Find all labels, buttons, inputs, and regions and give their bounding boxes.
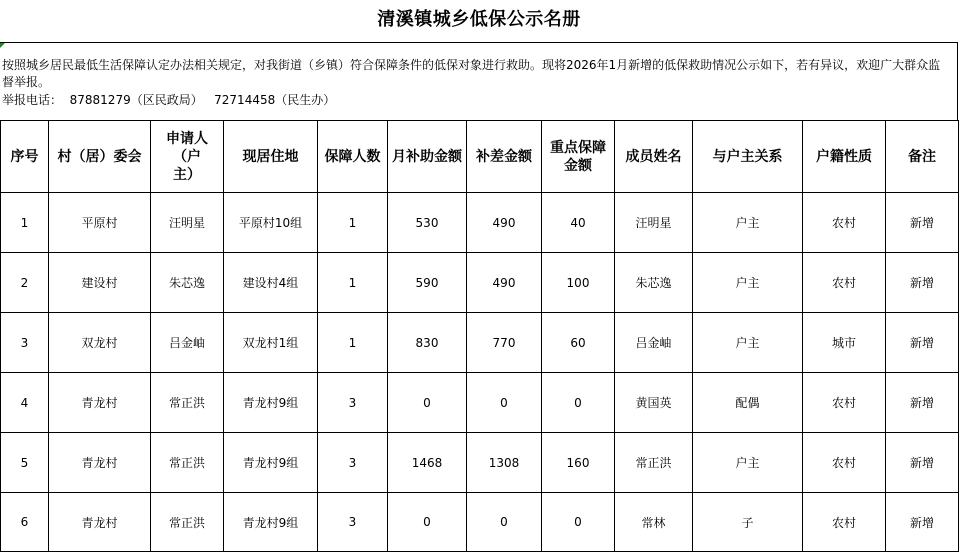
- cell-persons: 1: [318, 193, 388, 253]
- cell-applicant: 朱芯逸: [151, 253, 224, 313]
- cell-index: 3: [1, 313, 49, 373]
- cell-persons: 1: [318, 313, 388, 373]
- cell-remark: 新增: [886, 253, 959, 313]
- cell-address: 双龙村1组: [224, 313, 318, 373]
- notice-block: [0, 42, 958, 120]
- header-remark: 备注: [886, 121, 959, 193]
- cell-address: 平原村10组: [224, 193, 318, 253]
- cell-remark: 新增: [886, 373, 959, 433]
- cell-member: 朱芯逸: [615, 253, 693, 313]
- cell-monthly: 0: [388, 373, 467, 433]
- cell-difference: 0: [467, 493, 542, 552]
- cell-persons: 3: [318, 433, 388, 493]
- cell-remark: 新增: [886, 433, 959, 493]
- header-member: 成员姓名: [615, 121, 693, 193]
- table-row: [1, 433, 959, 493]
- cell-key-support: 0: [542, 493, 615, 552]
- cell-committee: 平原村: [49, 193, 151, 253]
- cell-applicant: 汪明星: [151, 193, 224, 253]
- cell-relation: 户主: [693, 313, 803, 373]
- cell-difference: 1308: [467, 433, 542, 493]
- cell-remark: 新增: [886, 313, 959, 373]
- hotline-text: 举报电话： 87881279（区民政局） 72714458（民生办）: [2, 93, 336, 107]
- cell-address: 青龙村9组: [224, 373, 318, 433]
- table-header-row: [1, 121, 959, 193]
- cell-monthly: 830: [388, 313, 467, 373]
- cell-member: 常林: [615, 493, 693, 552]
- notice-text: 按照城乡居民最低生活保障认定办法相关规定，对我街道（乡镇）符合保障条件的低保对象进行救助。现将2026年1月新增的低保救助情况公示如下，若有异议，欢迎广大群众监督举报。: [2, 58, 941, 89]
- cell-relation: 户主: [693, 433, 803, 493]
- table-row: [1, 253, 959, 313]
- cell-committee: 青龙村: [49, 493, 151, 552]
- header-index: 序号: [1, 121, 49, 193]
- header-household-type: 户籍性质: [803, 121, 886, 193]
- page-title: 清溪镇城乡低保公示名册: [377, 9, 581, 30]
- cell-key-support: 100: [542, 253, 615, 313]
- cell-committee: 建设村: [49, 253, 151, 313]
- cell-index: 2: [1, 253, 49, 313]
- cell-persons: 3: [318, 493, 388, 552]
- header-key-support-label: 重点保障金额: [550, 139, 606, 174]
- cell-index: 6: [1, 493, 49, 552]
- cell-monthly: 530: [388, 193, 467, 253]
- cell-address: 建设村4组: [224, 253, 318, 313]
- cell-persons: 1: [318, 253, 388, 313]
- cell-key-support: 160: [542, 433, 615, 493]
- cell-household-type: 农村: [803, 433, 886, 493]
- cell-relation: 子: [693, 493, 803, 552]
- cell-member: 吕金岫: [615, 313, 693, 373]
- header-monthly: 月补助金额: [388, 121, 467, 193]
- cell-household-type: 城市: [803, 313, 886, 373]
- header-relation: 与户主关系: [693, 121, 803, 193]
- subsidy-table: [0, 120, 959, 552]
- cell-monthly: 590: [388, 253, 467, 313]
- cell-index: 1: [1, 193, 49, 253]
- cell-address: 青龙村9组: [224, 433, 318, 493]
- cell-key-support: 40: [542, 193, 615, 253]
- cell-applicant: 常正洪: [151, 433, 224, 493]
- cell-difference: 490: [467, 193, 542, 253]
- cell-household-type: 农村: [803, 373, 886, 433]
- cell-relation: 配偶: [693, 373, 803, 433]
- table-row: [1, 193, 959, 253]
- cell-key-support: 60: [542, 313, 615, 373]
- cell-key-support: 0: [542, 373, 615, 433]
- cell-index: 5: [1, 433, 49, 493]
- cell-index: 4: [1, 373, 49, 433]
- table-row: [1, 313, 959, 373]
- cell-committee: 青龙村: [49, 373, 151, 433]
- table-row: [1, 373, 959, 433]
- table-row: [1, 493, 959, 552]
- header-key-support: [542, 121, 615, 193]
- cell-difference: 0: [467, 373, 542, 433]
- cell-remark: 新增: [886, 193, 959, 253]
- cell-persons: 3: [318, 373, 388, 433]
- cell-household-type: 农村: [803, 193, 886, 253]
- cell-household-type: 农村: [803, 493, 886, 552]
- cell-member: 常正洪: [615, 433, 693, 493]
- header-difference: 补差金额: [467, 121, 542, 193]
- cell-committee: 青龙村: [49, 433, 151, 493]
- header-applicant: [151, 121, 224, 193]
- cell-remark: 新增: [886, 493, 959, 552]
- cell-address: 青龙村9组: [224, 493, 318, 552]
- cell-monthly: 1468: [388, 433, 467, 493]
- cell-applicant: 常正洪: [151, 373, 224, 433]
- header-persons: 保障人数: [318, 121, 388, 193]
- header-applicant-label: 申请人（户主）: [166, 130, 208, 183]
- cell-comment-marker: [0, 43, 5, 48]
- cell-member: 汪明星: [615, 193, 693, 253]
- cell-member: 黄国英: [615, 373, 693, 433]
- cell-difference: 770: [467, 313, 542, 373]
- cell-relation: 户主: [693, 253, 803, 313]
- cell-household-type: 农村: [803, 253, 886, 313]
- cell-monthly: 0: [388, 493, 467, 552]
- cell-relation: 户主: [693, 193, 803, 253]
- header-address: 现居住地: [224, 121, 318, 193]
- cell-difference: 490: [467, 253, 542, 313]
- cell-applicant: 常正洪: [151, 493, 224, 552]
- cell-applicant: 吕金岫: [151, 313, 224, 373]
- cell-committee: 双龙村: [49, 313, 151, 373]
- header-committee: 村（居）委会: [49, 121, 151, 193]
